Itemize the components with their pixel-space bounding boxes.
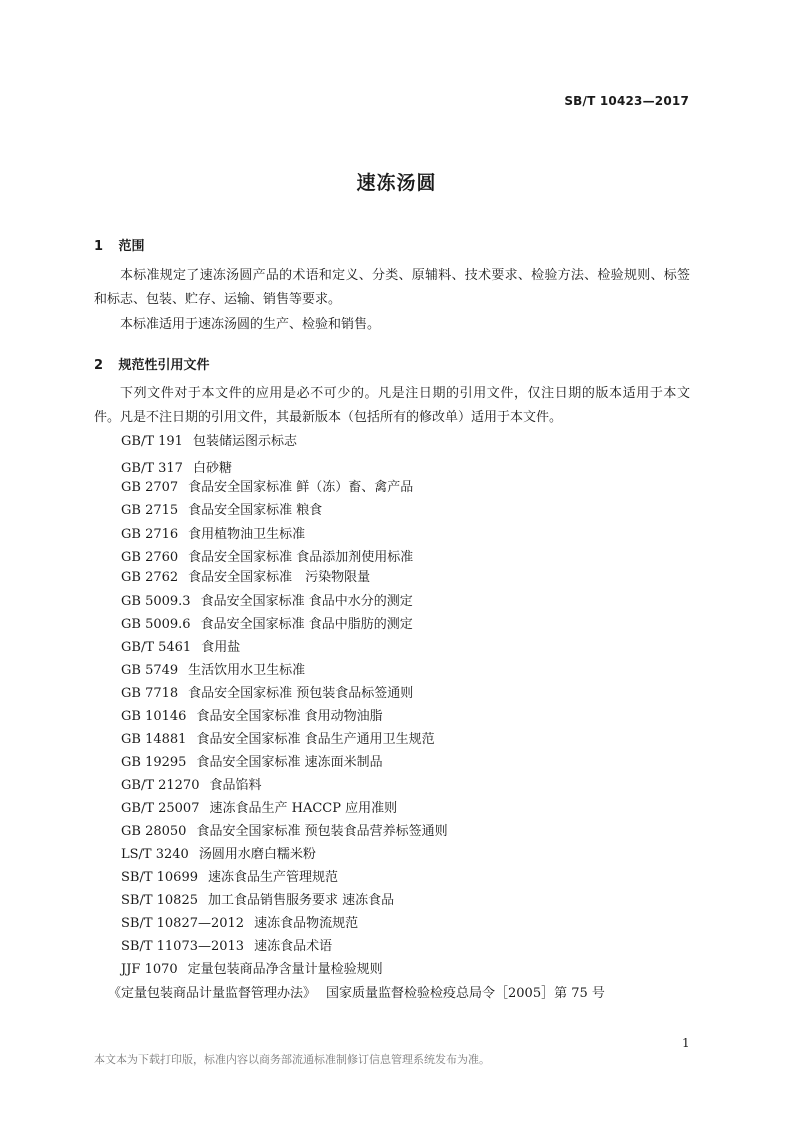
reference-code: GB/T 317 — [121, 461, 183, 476]
reference-item — [121, 686, 413, 702]
reference-title: 加工食品销售服务要求 速冻食品 — [208, 893, 395, 908]
reference-code: GB 28050 — [121, 824, 187, 839]
section-number: 1 — [94, 239, 104, 254]
reference-item — [121, 570, 370, 586]
reference-title: 食品安全国家标准 预包装食品营养标签通则 — [196, 824, 448, 839]
reference-code: GB/T 191 — [121, 434, 183, 449]
standard-code: SB/T 10423—2017 — [564, 94, 689, 108]
reference-item — [121, 824, 448, 840]
section-1-heading — [94, 235, 145, 254]
reference-item — [121, 461, 232, 477]
reference-title: 国家质量监督检验检疫总局令［2005］第 75 号 — [326, 986, 605, 1001]
reference-title: 速冻食品生产管理规范 — [208, 870, 339, 885]
reference-code: GB 5009.3 — [121, 594, 191, 609]
reference-code: SB/T 11073—2013 — [121, 939, 245, 954]
reference-title: 白砂糖 — [192, 461, 232, 476]
reference-code: GB/T 5461 — [121, 640, 192, 655]
reference-title: 食品馅料 — [209, 778, 262, 793]
reference-title: 食品安全国家标准 粮食 — [188, 503, 323, 518]
reference-code: GB 5749 — [121, 663, 179, 678]
reference-code: GB 2715 — [121, 503, 179, 518]
reference-item — [121, 663, 305, 679]
reference-code: GB/T 21270 — [121, 778, 200, 793]
reference-title: 速冻食品生产 HACCP 应用准则 — [209, 801, 398, 816]
reference-title: 生活饮用水卫生标准 — [188, 663, 306, 678]
section-number: 2 — [94, 358, 104, 373]
reference-item — [121, 732, 435, 748]
reference-item — [121, 434, 297, 450]
reference-title: 食品安全国家标准 食用动物油脂 — [196, 709, 383, 724]
reference-item — [121, 870, 338, 886]
section-2-paragraph-1: 下列文件对于本文件的应用是必不可少的。凡是注日期的引用文件，仅注日期的版本适用于本文件。凡是不注日期的引用文件，其最新版本（包括所有的修改单）适用于本文件。 — [94, 386, 690, 425]
section-title: 范围 — [118, 239, 145, 254]
reference-code: GB 14881 — [121, 732, 187, 747]
reference-item — [121, 778, 262, 794]
reference-code: GB 2760 — [121, 550, 179, 565]
reference-title: 食品安全国家标准 食品生产通用卫生规范 — [196, 732, 435, 747]
document-title: 速冻汤圆 — [356, 172, 437, 194]
reference-code: GB 19295 — [121, 755, 187, 770]
reference-code: SB/T 10699 — [121, 870, 198, 885]
reference-code: GB 2707 — [121, 480, 179, 495]
reference-item — [121, 962, 383, 978]
reference-code: GB/T 25007 — [121, 801, 200, 816]
reference-title: 食品安全国家标准 食品中水分的测定 — [200, 594, 413, 609]
reference-item — [121, 527, 305, 543]
reference-code: GB 7718 — [121, 686, 179, 701]
section-2-heading — [94, 354, 210, 373]
reference-code: JJF 1070 — [121, 962, 178, 977]
section-1-paragraph-1: 本标准规定了速冻汤圆产品的术语和定义、分类、原辅料、技术要求、检验方法、检验规则、标签和标志、包装、贮存、运输、销售等要求。 — [94, 268, 690, 307]
reference-title: 定量包装商品净含量计量检验规则 — [187, 962, 383, 977]
reference-item — [121, 847, 316, 863]
reference-title: 食品安全国家标准 污染物限量 — [188, 570, 371, 585]
reference-title: 食用植物油卫生标准 — [188, 527, 306, 542]
reference-item — [121, 617, 413, 633]
reference-code: GB 10146 — [121, 709, 187, 724]
reference-title: 汤圆用水磨白糯米粉 — [198, 847, 316, 862]
footer-note: 本文本为下载打印版，标准内容以商务部流通标准制修订信息管理系统发布为准。 — [94, 1053, 490, 1066]
reference-code: 《定量包装商品计量监督管理办法》 — [108, 986, 317, 1001]
reference-item — [121, 939, 332, 955]
reference-item — [121, 480, 413, 496]
reference-code: LS/T 3240 — [121, 847, 189, 862]
reference-item — [121, 550, 413, 566]
reference-item — [121, 755, 383, 771]
reference-item — [121, 801, 397, 817]
reference-code: SB/T 10825 — [121, 893, 198, 908]
reference-title: 食品安全国家标准 食品添加剂使用标准 — [188, 550, 414, 565]
reference-item — [108, 986, 605, 1002]
reference-code: GB 5009.6 — [121, 617, 191, 632]
reference-item — [121, 916, 358, 932]
reference-title: 包装储运图示标志 — [192, 434, 297, 449]
section-1-paragraph-2: 本标准适用于速冻汤圆的生产、检验和销售。 — [120, 317, 381, 332]
reference-title: 食品安全国家标准 食品中脂肪的测定 — [200, 617, 413, 632]
reference-title: 速冻食品术语 — [254, 939, 333, 954]
reference-code: GB 2762 — [121, 570, 179, 585]
reference-title: 食用盐 — [201, 640, 241, 655]
reference-item — [121, 503, 322, 519]
section-title: 规范性引用文件 — [118, 358, 210, 373]
reference-item — [121, 640, 240, 656]
reference-code: GB 2716 — [121, 527, 179, 542]
reference-title: 食品安全国家标准 速冻面米制品 — [196, 755, 383, 770]
reference-title: 食品安全国家标准 预包装食品标签通则 — [188, 686, 414, 701]
reference-item — [121, 594, 413, 610]
reference-title: 食品安全国家标准 鲜（冻）畜、禽产品 — [188, 480, 414, 495]
reference-title: 速冻食品物流规范 — [254, 916, 359, 931]
reference-code: SB/T 10827—2012 — [121, 916, 245, 931]
page-number: 1 — [682, 1036, 690, 1050]
reference-item — [121, 709, 383, 725]
reference-item — [121, 893, 394, 909]
